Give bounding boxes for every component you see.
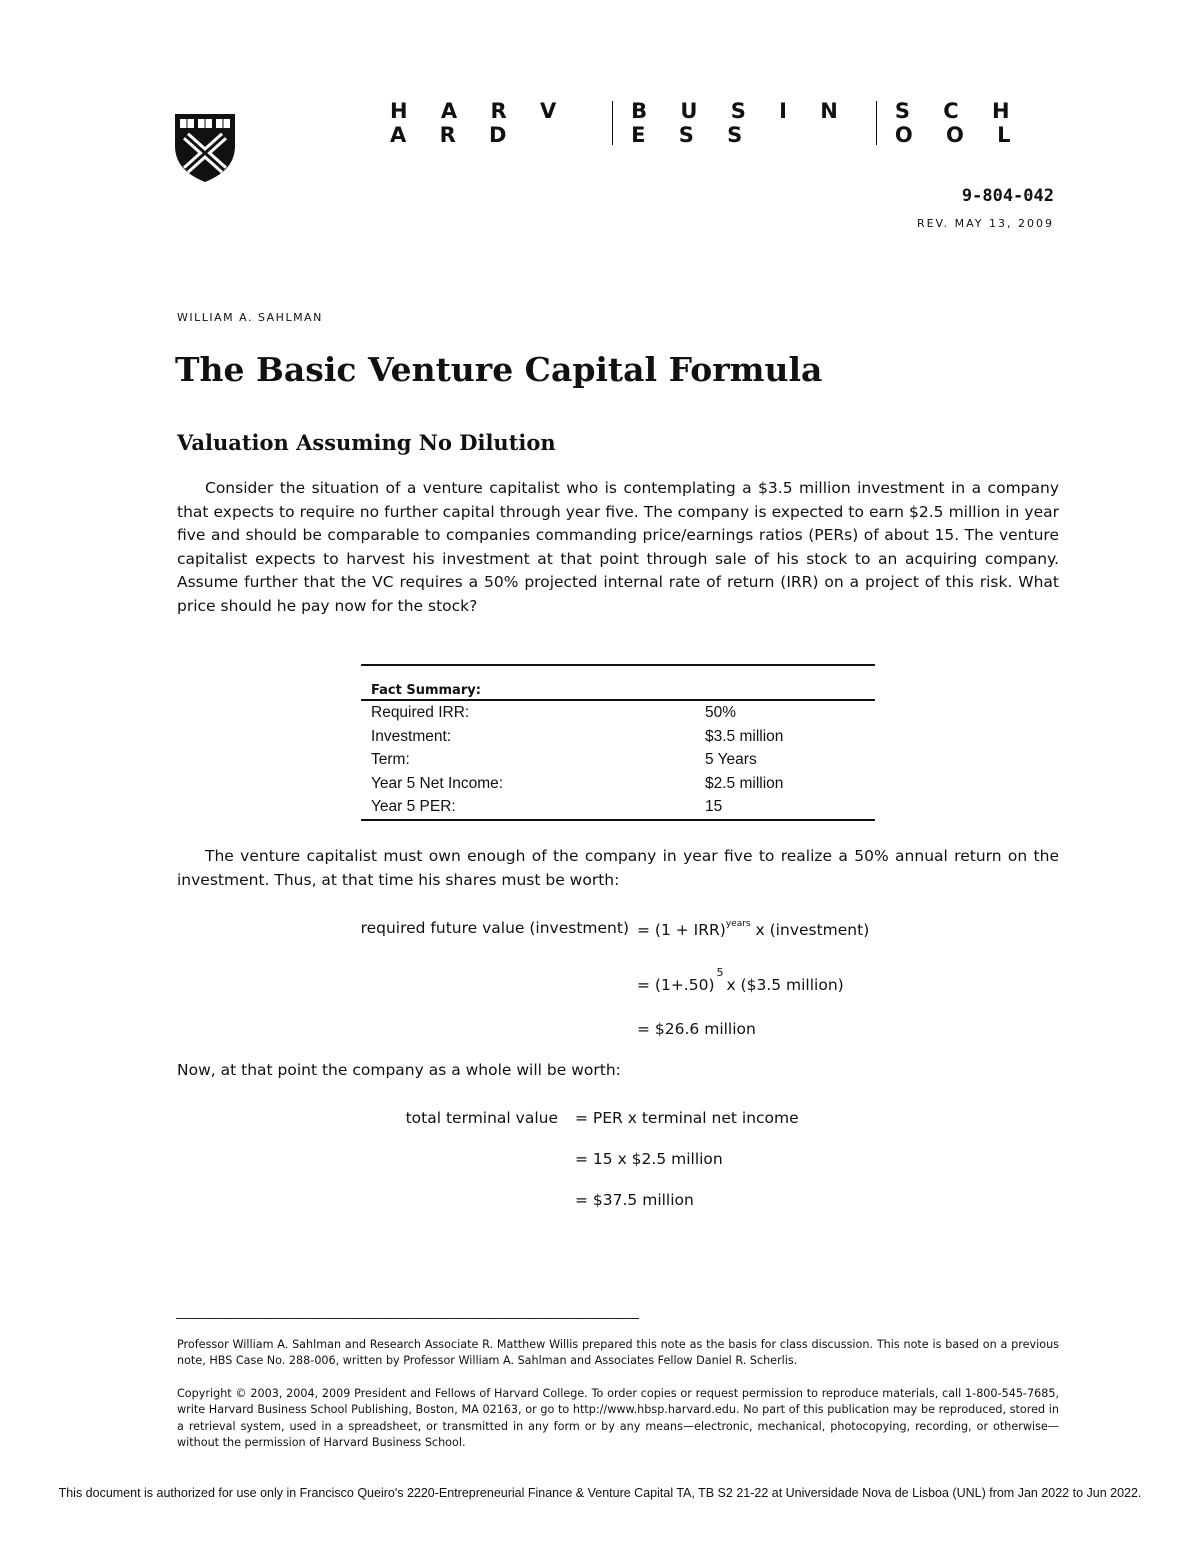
footnote-authors: Professor William A. Sahlman and Research Associate R. Matthew Willis prepared this note as the basis for class discussion. This note is based on a previous note, HBS Case No. 288-006, written by Professor William A. Sahlman and Associates Fellow Daniel R. Scherlis. <box>177 1338 1059 1368</box>
body-paragraph-2: The venture capitalist must own enough of the company in year five to realize a 50% annual return on the investment. Thus, at that time his shares must be worth: <box>177 847 1059 889</box>
wordmark-divider <box>876 101 877 145</box>
table-row <box>361 772 875 796</box>
fact-value: 15 <box>705 795 875 820</box>
eq-exponent: 5 <box>716 966 724 979</box>
document-title: The Basic Venture Capital Formula <box>175 350 823 389</box>
fact-summary-table <box>361 664 875 821</box>
author-name: WILLIAM A. SAHLMAN <box>177 311 323 324</box>
fact-label: Term: <box>371 751 410 769</box>
hbs-shield-icon <box>172 112 238 184</box>
fact-label: Required IRR: <box>371 704 470 722</box>
footnote-copyright: Copyright © 2003, 2004, 2009 President and Fellows of Harvard College. To order copies or request permission to reproduce materials, call 1-800-545-7685, write Harvard Business School Publishing, Boston, MA 02163, or go to http://www.hbsp.harvard.edu. No part of this publication may be reproduced, stored in a retrieval system, used in a spreadsheet, or transmitted in any form or by any means—electronic, mechanical, photocopying, recording, or otherwise—without the permission of Harvard Business School. <box>177 1387 1059 1449</box>
authorization-notice: This document is authorized for use only in Francisco Queiro's 2220-Entrepreneurial Finance & Venture Capital TA, TB S2 21-22 at Universidade Nova de Lisboa (UNL) from Jan 2022 to Jun 2022. <box>58 1486 1142 1500</box>
fact-label: Investment: <box>371 727 452 745</box>
case-number: 9-804-042 <box>961 186 1054 206</box>
table-row <box>361 700 875 725</box>
table-top-rule <box>361 665 875 681</box>
equation-1-line-3: = $26.6 million <box>637 1020 756 1038</box>
eq-text: = (1 + IRR) <box>637 921 726 939</box>
fact-value: 50% <box>705 704 737 722</box>
equation-2-line-3: = $37.5 million <box>575 1191 694 1209</box>
wordmark-school: S C H O O L <box>894 99 1024 147</box>
equation-2-line-2: = 15 x $2.5 million <box>575 1150 723 1168</box>
fact-value: $2.5 million <box>705 774 784 792</box>
equation-2-line-1: = PER x terminal net income <box>575 1109 799 1127</box>
hbs-wordmark <box>390 100 1060 146</box>
section-heading: Valuation Assuming No Dilution <box>177 430 556 455</box>
revision-date: REV. MAY 13, 2009 <box>916 217 1054 230</box>
fact-label: Year 5 PER: <box>361 795 705 820</box>
table-row <box>361 725 875 749</box>
eq-exponent: years <box>725 918 751 929</box>
eq-text: x ($3.5 million) <box>721 976 844 995</box>
eq-text: = (1+.50) <box>637 976 715 995</box>
table-row <box>361 795 875 820</box>
fact-label: Year 5 Net Income: <box>371 774 504 792</box>
body-paragraph-3: Now, at that point the company as a whole will be worth: <box>177 1061 621 1079</box>
fact-value: 5 Years <box>705 751 757 769</box>
table-row <box>361 748 875 772</box>
equation-1-line-1 <box>637 918 870 939</box>
eq-text: x (investment) <box>750 921 870 939</box>
wordmark-business: B U S I N E S S <box>631 99 851 147</box>
wordmark-divider <box>612 101 613 145</box>
body-paragraph-1: Consider the situation of a venture capitalist who is contemplating a $3.5 million investment in a company that expects to require no further capital through year five. The company is expected to earn $2.5 million in year five and should be comparable to companies commanding price/earnings ratios (PERs) of about 15. The venture capitalist expects to harvest his investment at that point through sale of his stock to an acquiring company. Assume further that the VC requires a 50% projected internal rate of return (IRR) on a project of this risk. What price should he pay now for the stock? <box>177 479 1059 615</box>
equation-1-lhs: required future value (investment) <box>360 919 629 937</box>
fact-summary-heading: Fact Summary: <box>361 681 875 700</box>
footnote-separator: ____________________________________________________________________________________ <box>176 1305 638 1320</box>
equation-1-line-2 <box>637 966 844 995</box>
wordmark-harvard: H A R V A R D <box>390 99 570 147</box>
equation-2-lhs: total terminal value <box>405 1109 558 1127</box>
fact-value: $3.5 million <box>705 727 784 745</box>
